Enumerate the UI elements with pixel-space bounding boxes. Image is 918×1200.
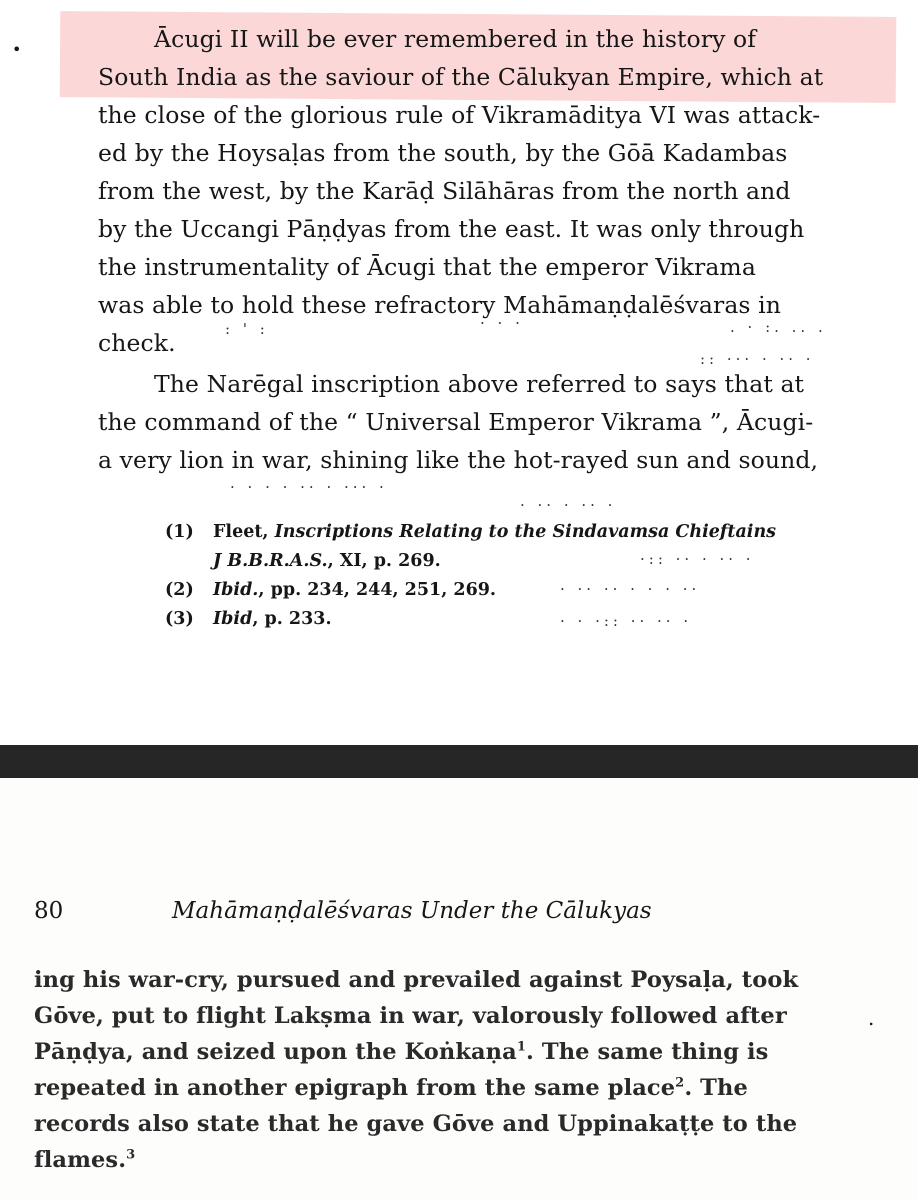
text-line: the close of the glorious rule of Vikramāditya VI was attack-	[98, 101, 821, 129]
paragraph-1	[98, 20, 823, 362]
text-line: from the west, by the Karāḍ Silāhāras from the north and	[98, 177, 791, 205]
text-line: by the Uccangi Pāṇḍyas from the east. It was only through	[98, 215, 805, 243]
scan-noise: · · · · ·· · ··· ·	[230, 478, 388, 496]
text-line	[34, 1142, 798, 1178]
footnote-number: (2)	[165, 580, 194, 600]
paragraph-3	[34, 962, 798, 1178]
footnote-text: , pp. 234, 244, 251, 269.	[258, 580, 497, 600]
footnote-1	[165, 518, 776, 547]
footnote-text: Fleet,	[213, 522, 275, 542]
footnote-text: , XI, p. 269.	[327, 551, 441, 571]
footnote-text: , p. 233.	[252, 609, 332, 629]
stray-mark: •	[12, 40, 22, 59]
scan-noise: · ·· ·· · · · ··	[560, 580, 701, 598]
footnote-title: Ibid	[213, 609, 253, 629]
text-line: ed by the Hoysaḷas from the south, by the Gōā Kadambas	[98, 139, 788, 167]
stray-mark: .	[868, 1006, 875, 1030]
footnote-number: (3)	[165, 609, 194, 629]
page-divider	[0, 745, 918, 778]
line-text: Pāṇḍya, and seized upon the Koṅkaṇa	[34, 1039, 517, 1065]
scan-noise: . · :. .. .	[730, 318, 827, 336]
footnote-ref: 2	[675, 1075, 685, 1091]
scan-noise: · · ·	[480, 314, 524, 332]
text-line: was able to hold these refractory Mahāmaṇḍalēśvaras in	[98, 291, 782, 319]
scan-noise: :: ··· · ·· ·	[700, 350, 815, 368]
footnote-number: (1)	[165, 522, 194, 542]
text-line: South India as the saviour of the Cālukyan Empire, which at	[98, 63, 824, 91]
text-line	[34, 998, 798, 1034]
footnote-title: Ibid.	[213, 580, 259, 600]
text-line: Ācugi II will be ever remembered in the history of	[154, 25, 757, 53]
line-text: repeated in another epigraph from the same place	[34, 1075, 676, 1101]
text-line: The Narēgal inscription above referred to says that at	[154, 370, 805, 398]
text-line	[34, 962, 798, 998]
text-line: a very lion in war, shining like the hot-rayed sun and sound,	[98, 446, 819, 474]
scan-noise: ·:: ·· · ·· ·	[640, 550, 755, 568]
scan-noise: · · ·:: ·· ·· ·	[560, 612, 693, 630]
footnote-title: J B.B.R.A.S.	[213, 551, 328, 571]
text-line: the instrumentality of Ācugi that the emperor Vikrama	[98, 253, 756, 281]
paragraph-2	[98, 365, 818, 479]
line-text: ing his war-cry, pursued and prevailed against Poysaḷa, took	[34, 967, 799, 993]
page-number: 80	[34, 898, 64, 924]
line-text: . The same thing is	[525, 1039, 769, 1065]
text-line: check.	[98, 329, 176, 357]
text-line	[34, 1070, 798, 1106]
text-line	[34, 1106, 798, 1142]
scan-noise: : ' :	[225, 320, 269, 338]
text-line	[34, 1034, 798, 1070]
line-text: flames.	[34, 1147, 127, 1173]
footnote-ref: 1	[516, 1039, 526, 1055]
running-title: Mahāmaṇḍalēśvaras Under the Cālukyas	[172, 898, 652, 924]
text-line: the command of the “ Universal Emperor Vikrama ”, Ācugi-	[98, 408, 814, 436]
scan-noise: · ·· · ·· ·	[520, 496, 617, 514]
line-text: records also state that he gave Gōve and Uppinakaṭṭe to the	[34, 1111, 798, 1137]
line-text: . The	[684, 1075, 748, 1101]
footnote-title: Inscriptions Relating to the Sindavamsa Chieftains	[274, 522, 777, 542]
line-text: Gōve, put to flight Lakṣma in war, valorously followed after	[34, 1003, 787, 1029]
footnote-ref: 3	[126, 1147, 136, 1163]
